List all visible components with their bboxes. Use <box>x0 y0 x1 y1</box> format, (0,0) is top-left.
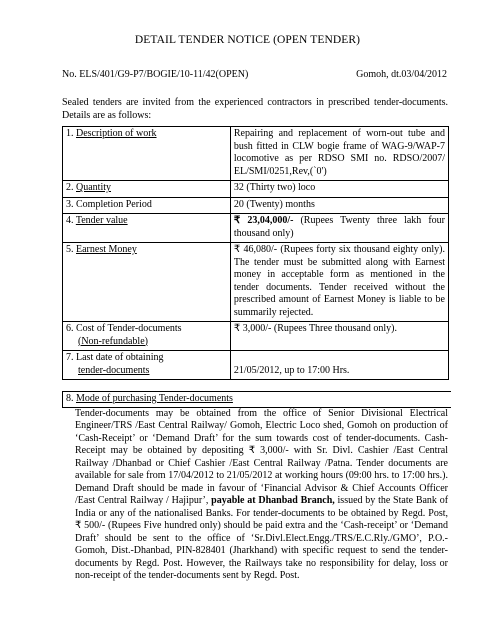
row-label: Quantity <box>76 182 111 193</box>
earnest-money-text: 46,080/- (Rupees forty six thousand eighty only). The tender must be submitted along with Earnest money in acceptable form as mentioned in the tender documents. Tender received without the prescribed amount of Earnest Money is liable to be summarily rejected. <box>233 244 446 318</box>
row-label-cell <box>63 127 231 181</box>
table-row <box>63 243 449 322</box>
intro-paragraph: Sealed tenders are invited from the experienced contractors in prescribed tender-documents. Details are as follows: <box>62 97 448 121</box>
row-value <box>230 322 448 351</box>
table-row <box>63 181 449 198</box>
row-number: 1. <box>66 128 74 139</box>
row-label-cell <box>63 214 231 243</box>
row-label-cell <box>63 322 231 351</box>
document-cost-text: 3,000/- (Rupees Three thousand only). <box>242 323 397 334</box>
section-body <box>62 408 451 583</box>
row-value <box>230 351 448 380</box>
row-label-cell <box>63 181 231 198</box>
row-number: 5. <box>66 244 74 255</box>
row-label-secondary: (Non-refundable) <box>78 335 148 347</box>
document-title: DETAIL TENDER NOTICE (OPEN TENDER) <box>134 34 361 46</box>
row-label: Description of work <box>76 128 157 139</box>
rupee-symbol: ₹ <box>233 323 241 334</box>
row-label-cell <box>63 243 231 322</box>
row-value: 20 (Twenty) months <box>230 197 448 214</box>
payable-branch: payable at Dhanbad Branch, <box>211 495 335 506</box>
row-label-cell <box>63 351 231 380</box>
tender-value-amount: 23,04,000/- <box>247 215 294 226</box>
row-label: Earnest Money <box>76 244 137 255</box>
row-number: 3. <box>66 198 74 210</box>
row-label: Tender value <box>75 215 128 226</box>
section-heading <box>62 391 451 408</box>
last-date-text: 21/05/2012, up to 17:00 Hrs. <box>233 364 350 376</box>
table-row <box>63 351 449 380</box>
tender-details-table <box>62 126 449 380</box>
row-number: 2. <box>66 182 74 193</box>
section-number: 8. <box>66 393 74 404</box>
section-purchase-mode <box>62 391 451 583</box>
table-row <box>63 127 449 181</box>
row-number: 7. <box>66 352 74 363</box>
row-value <box>230 214 448 243</box>
section-title: Mode of purchasing Tender-documents <box>76 393 233 404</box>
rupee-symbol: ₹ <box>233 244 241 255</box>
row-label: Last date of obtaining <box>76 352 164 363</box>
rupee-symbol: ₹ <box>233 215 241 226</box>
section-paragraph: Tender-documents may be obtained from the office of Senior Divisional Electrical Engineer/TRS /East Central Railway/ Gomoh, Electric Loco shed, Gomoh on production of ‘Cash-Receipt’ or ‘Demand Draft’ for the sum towards cost of tender-documents. Cash-Receipt may be obtained by depositing ₹ 3,000/- with Sr. Divl. Cashier /East Central Railway /Dhanbad or Chief Cashier /East Central Railway /Patna. Tender documents are available for sale from 17/04/2012 to 21/05/2012 at working hours (09:00 hrs. to 17:00 hrs.). Demand Draft should be made in favour of ‘Financial Advisor & Chief Accounts Officer /East Central Railway / Hajipur’, <box>75 407 448 506</box>
table-row <box>63 214 449 243</box>
table-row <box>63 322 449 351</box>
row-label-cell <box>63 197 231 214</box>
row-label-secondary: tender-documents <box>78 364 150 376</box>
row-number: 4. <box>66 215 74 226</box>
reference-date: Gomoh, dt.03/04/2012 <box>356 69 447 80</box>
row-label: Cost of Tender-documents <box>76 323 182 334</box>
reference-number: No. ELS/401/G9-P7/BOGIE/10-11/42(OPEN) <box>62 69 249 80</box>
tender-value-words: (Rupees Twenty three lakh four thousand only) <box>233 215 445 239</box>
row-label: Completion Period <box>76 198 152 210</box>
row-value: Repairing and replacement of worn-out tube and bush fitted in CLW bogie frame of WAG-9/WAP-7 locomotive as per RDSO SMI no. RDSO/2007/ EL/SMI/0251,Rev,(`0') <box>230 127 448 181</box>
row-number: 6. <box>66 323 74 334</box>
row-value: 32 (Thirty two) loco <box>230 181 448 198</box>
section-paragraph-tail: issued by the State Bank of India or any of the nationalised Banks. For tender-documents to be obtained by Regd. Post, ₹ 500/- (Rupees Five hundred only) should be paid extra and the ‘Cash-receipt’ or ‘Demand Draft’ should be sent to the office of ‘Sr.Divl.Elect.Engg./TRS/E.C.Rly./GMO’, P.O.- Gomoh, Dist.-Dhanbad, PIN-828401 (Jharkhand) with specific request to send the tender-documents by Regd. Post. However, the Railways take no responsibility for delay, loss or non-receipt of the tender-documents sent by Regd. Post. <box>75 495 449 581</box>
row-value <box>230 243 448 322</box>
table-row <box>63 197 449 214</box>
